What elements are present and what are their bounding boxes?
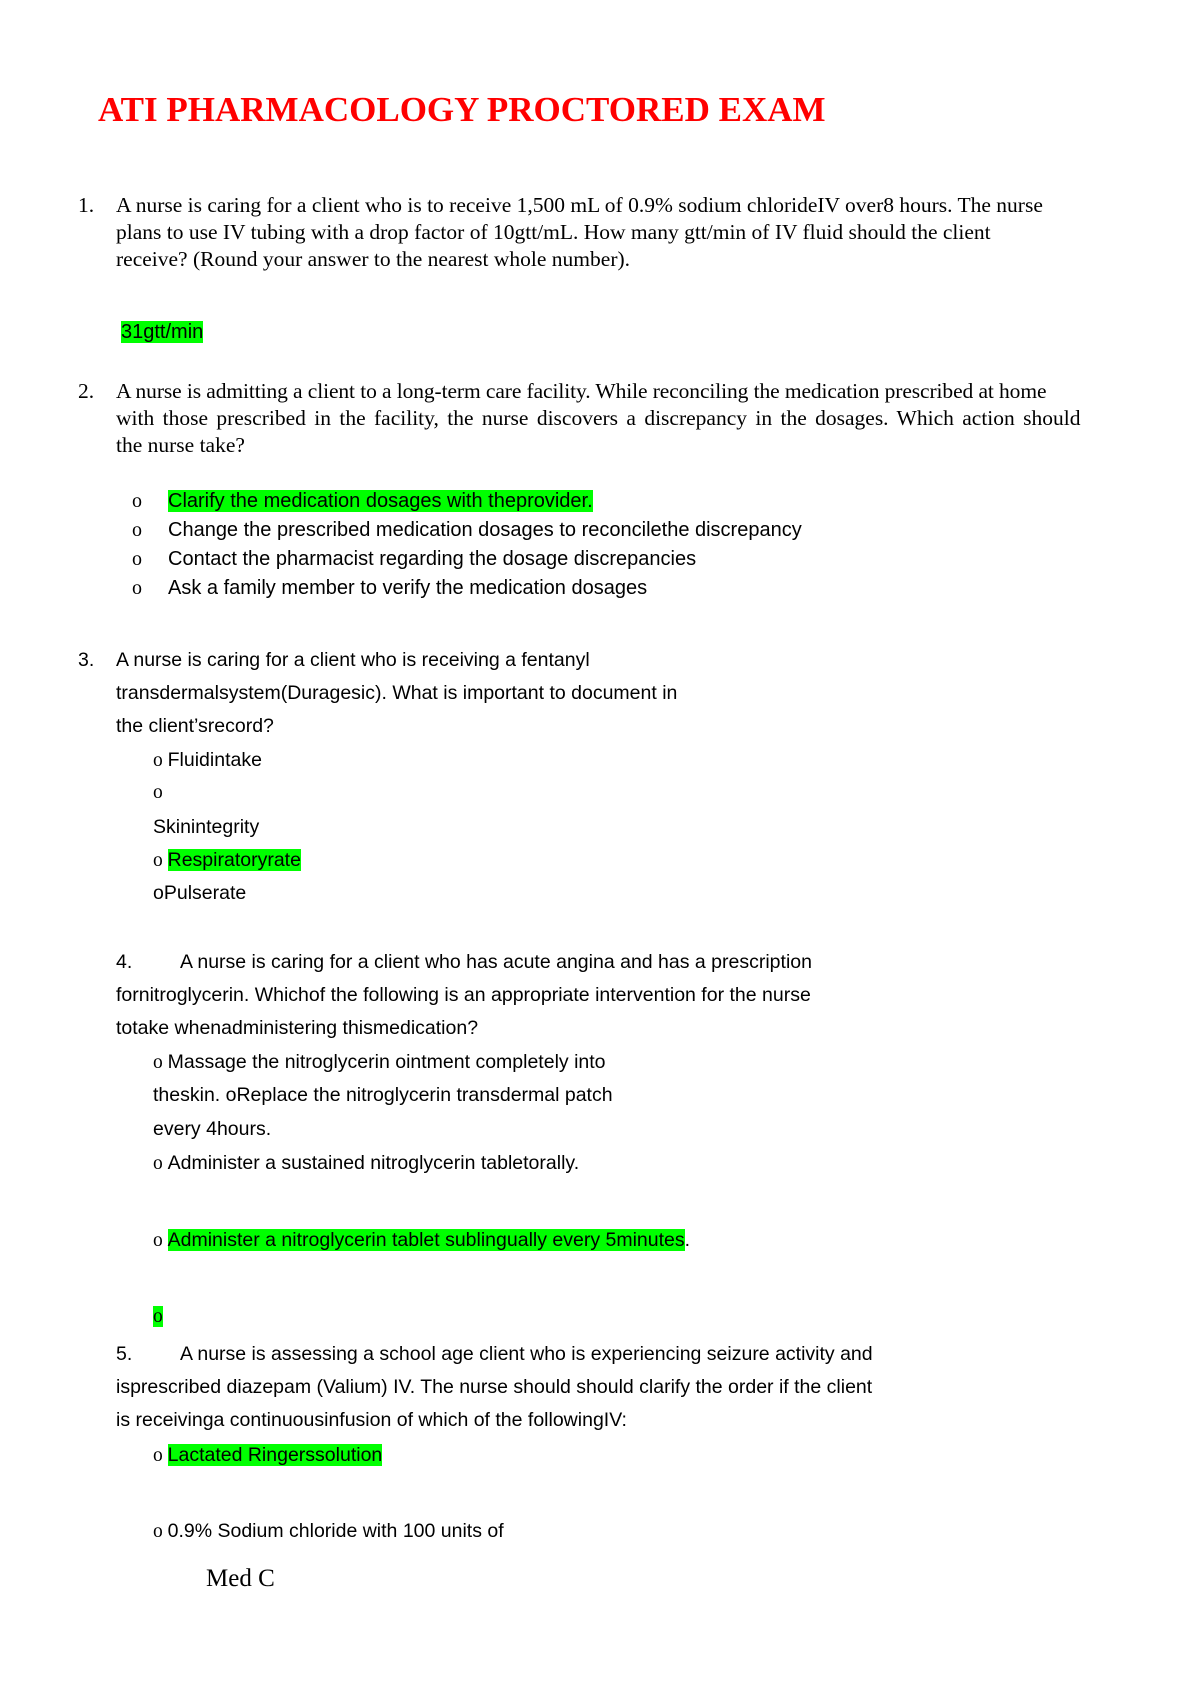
- q2-option-4-bullet: o: [132, 577, 142, 599]
- q4-option-1-line-2: theskin. oReplace the nitroglycerin transdermal patch: [153, 1084, 613, 1106]
- q4-option-1-bullet: o: [153, 1052, 163, 1073]
- q4-stray-bullet: o: [153, 1306, 163, 1327]
- q2-option-4: Ask a family member to verify the medication dosages: [168, 577, 648, 599]
- q3-option-1: Fluidintake: [167, 749, 262, 771]
- q3-line-3: the client’srecord?: [116, 715, 274, 737]
- q4-option-3-tail: .: [684, 1229, 691, 1251]
- q1-line-1: A nurse is caring for a client who is to receive 1,500 mL of 0.9% sodium chlorideIV over8 hours. The nurse: [116, 193, 1043, 217]
- q3-number: 3.: [78, 649, 95, 671]
- q4-option-2-bullet: o: [153, 1153, 163, 1174]
- q4-number: 4.: [116, 951, 133, 973]
- q5-number: 5.: [116, 1343, 133, 1365]
- q2-line-1: A nurse is admitting a client to a long-term care facility. While reconciling the medication prescribed at home: [116, 379, 1047, 403]
- q3-option-1-bullet: o: [153, 750, 163, 771]
- q2-line-2: with those prescribed in the facility, the nurse discovers a discrepancy in the dosages. Which action should: [116, 406, 1081, 430]
- q4-option-3-bullet: o: [153, 1230, 163, 1251]
- q3-option-2-bullet: o: [153, 782, 163, 803]
- q2-number: 2.: [78, 379, 95, 403]
- q3-option-3: Respiratoryrate: [167, 849, 301, 871]
- q4-option-1-line-3: every 4hours.: [153, 1118, 272, 1140]
- q3-option-2: Skinintegrity: [153, 816, 260, 838]
- q4-line-2: fornitroglycerin. Whichof the following is an appropriate intervention for the nurse: [116, 984, 811, 1006]
- q5-option-2-bullet: o: [153, 1521, 163, 1542]
- q2-option-1: Clarify the medication dosages with theprovider.: [168, 490, 593, 512]
- q1-line-3: receive? (Round your answer to the nearest whole number).: [116, 247, 631, 271]
- q5-line-3: is receivinga continuousinfusion of which of the followingIV:: [116, 1409, 627, 1431]
- document-title: ATI PHARMACOLOGY PROCTORED EXAM: [98, 90, 826, 129]
- footer-text: Med C: [206, 1565, 275, 1592]
- q5-option-1: Lactated Ringerssolution: [167, 1444, 383, 1466]
- q3-option-4: oPulserate: [153, 882, 247, 904]
- q4-option-1-line-1: Massage the nitroglycerin ointment completely into: [167, 1051, 606, 1073]
- q2-option-3: Contact the pharmacist regarding the dosage discrepancies: [168, 548, 697, 570]
- q5-option-2: 0.9% Sodium chloride with 100 units of: [167, 1520, 504, 1542]
- q2-option-3-bullet: o: [132, 548, 142, 570]
- q5-line-1: A nurse is assessing a school age client who is experiencing seizure activity and: [180, 1343, 873, 1365]
- q4-line-1: A nurse is caring for a client who has acute angina and has a prescription: [180, 951, 812, 973]
- q4-line-3: totake whenadministering thismedication?: [116, 1017, 479, 1039]
- q4-option-3: Administer a nitroglycerin tablet sublingually every 5minutes: [167, 1229, 685, 1251]
- q3-option-3-bullet: o: [153, 850, 163, 871]
- q2-option-1-bullet: o: [132, 490, 142, 512]
- q3-line-1: A nurse is caring for a client who is receiving a fentanyl: [116, 649, 590, 671]
- q1-number: 1.: [78, 193, 95, 217]
- q1-line-2: plans to use IV tubing with a drop factor of 10gtt/mL. How many gtt/min of IV fluid should the client: [116, 220, 991, 244]
- q5-option-1-bullet: o: [153, 1445, 163, 1466]
- q5-line-2: isprescribed diazepam (Valium) IV. The nurse should should clarify the order if the client: [116, 1376, 873, 1398]
- q4-option-2: Administer a sustained nitroglycerin tabletorally.: [167, 1152, 580, 1174]
- q3-line-2: transdermalsystem(Duragesic). What is important to document in: [116, 682, 678, 704]
- q2-option-2-bullet: o: [132, 519, 142, 541]
- q2-option-2: Change the prescribed medication dosages to reconcilethe discrepancy: [168, 519, 802, 541]
- q1-answer: 31gtt/min: [121, 321, 204, 343]
- q2-line-3: the nurse take?: [116, 433, 245, 457]
